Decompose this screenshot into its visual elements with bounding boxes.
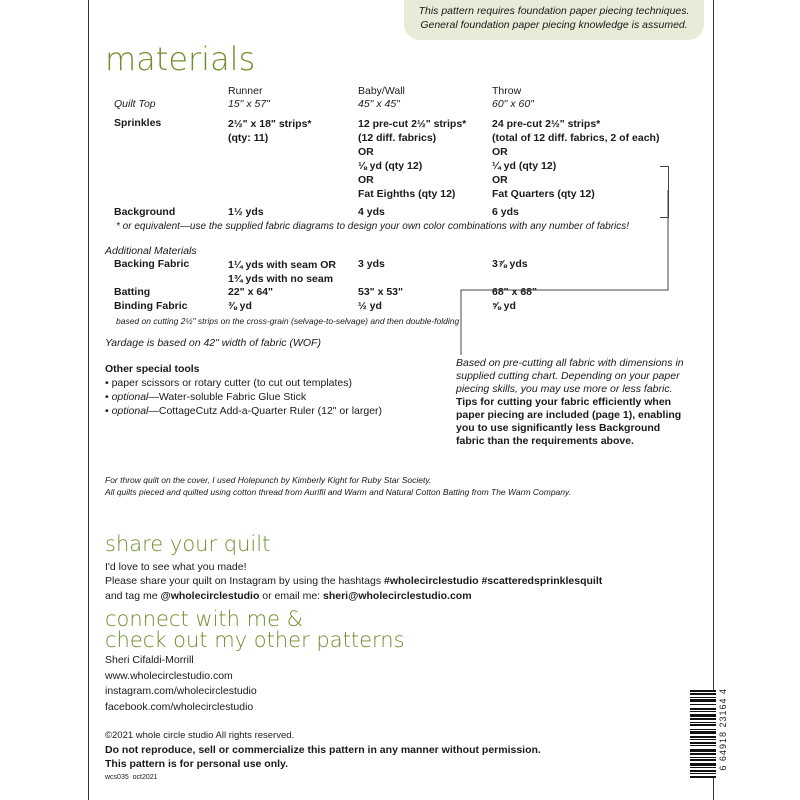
quilt-top-runner: 15" x 57" — [228, 98, 270, 110]
connect-heading — [105, 609, 405, 651]
sprinkles-baby-line: (12 diff. fabrics) — [358, 132, 437, 144]
sprinkles-throw-line: OR — [492, 146, 508, 158]
quilt-top-throw: 60" x 60" — [492, 98, 534, 110]
sprinkles-baby-line: Fat Eighths (qty 12) — [358, 188, 456, 200]
website-link[interactable]: www.wholecirclestudio.com — [105, 669, 233, 682]
instagram-handle: @wholecirclestudio — [160, 590, 260, 602]
materials-heading: materials — [105, 40, 256, 78]
bullet: • — [105, 391, 112, 403]
batting-label: Batting — [114, 286, 151, 298]
backing-baby: 3 yds — [358, 258, 385, 270]
legal-line2: Do not reproduce, sell or commercialize this pattern in any manner without permission. — [105, 744, 541, 756]
pattern-date: oct2021 — [132, 774, 158, 781]
credits-line2: All quilts pieced and quilted using cotton thread from Aurifil and Warm and Natural Cotton Batting from The Warm Company. — [105, 487, 571, 497]
side-note — [456, 357, 684, 448]
background-runner: 1½ yds — [228, 206, 264, 218]
share-text: and tag me — [105, 590, 161, 602]
sprinkles-label: Sprinkles — [114, 117, 162, 129]
tools-heading: Other special tools — [105, 363, 200, 375]
legal-line3: This pattern is for personal use only. — [105, 758, 289, 770]
pattern-code — [105, 774, 158, 781]
background-baby: 4 yds — [358, 206, 385, 218]
sprinkles-throw — [492, 117, 659, 201]
batting-baby: 53" x 53" — [358, 286, 403, 298]
sprinkles-throw-line: OR — [492, 174, 508, 186]
binding-throw: ⅝ yd — [492, 300, 516, 312]
sprinkles-baby-line: OR — [358, 146, 374, 158]
col-throw: Throw — [492, 85, 522, 97]
col-runner: Runner — [228, 85, 263, 97]
connect-heading-line2: check out my other patterns — [105, 628, 405, 652]
background-throw: 6 yds — [492, 206, 519, 218]
copyright: ©2021 whole circle studio All rights reserved. — [105, 730, 295, 741]
backing-runner — [228, 258, 336, 286]
batting-runner: 22" x 64" — [228, 286, 273, 298]
col-baby-wall: Baby/Wall — [358, 85, 405, 97]
backing-runner-line: 1¼ yds with seam OR — [228, 259, 336, 271]
sprinkles-baby-line: ⅛ yd (qty 12) — [358, 160, 423, 172]
designer-name: Sheri Cifaldi-Morrill — [105, 654, 194, 666]
side-note-line: Based on pre-cutting all fabric with dimensions in — [456, 357, 684, 369]
share-line3 — [105, 590, 472, 602]
top-notice-line1: This pattern requires foundation paper piecing techniques. — [418, 5, 690, 17]
binding-runner: ⅜ yd — [228, 300, 252, 312]
contact-list — [105, 653, 257, 715]
background-label: Background — [114, 206, 176, 218]
sprinkles-throw-line: ¼ yd (qty 12) — [492, 160, 557, 172]
side-note-line: piecing skills, you may use more or less fabric. — [456, 383, 673, 395]
share-text: or email me: — [259, 590, 323, 602]
connector-line — [455, 190, 675, 360]
backing-label: Backing Fabric — [114, 258, 190, 270]
facebook-link[interactable]: facebook.com/wholecirclestudio — [105, 700, 254, 713]
bullet: • — [105, 405, 112, 417]
sprinkles-throw-line: 24 pre-cut 2½" strips* — [492, 118, 601, 130]
yardage-note: Yardage is based on 42" width of fabric (WOF) — [105, 337, 321, 349]
top-notice — [404, 0, 704, 40]
binding-note: based on cutting 2½" strips on the cross-grain (selvage-to-selvage) and then double-folding — [116, 316, 460, 326]
instagram-link[interactable]: instagram.com/wholecirclestudio — [105, 685, 257, 697]
barcode — [690, 690, 716, 796]
quilt-top-baby: 45" x 45" — [358, 98, 400, 110]
barcode-number: 6 64918 23164 4 — [718, 688, 728, 771]
tools-item-scissors: • paper scissors or rotary cutter (to cut out templates) — [105, 377, 353, 389]
hashtags: #wholecirclestudio #scatteredsprinklesquilt — [384, 575, 603, 587]
tools-item-ruler — [105, 405, 382, 417]
optional-label: optional — [111, 391, 149, 403]
tools-item-glue — [105, 391, 306, 403]
share-heading: share your quilt — [105, 532, 271, 556]
binding-label: Binding Fabric — [114, 300, 188, 312]
side-note-line: supplied cutting chart. Depending on your paper — [456, 370, 680, 382]
quilt-top-label: Quilt Top — [114, 98, 156, 110]
sprinkles-runner-line: (qty: 11) — [228, 132, 269, 144]
top-notice-line2: General foundation paper piecing knowledge is assumed. — [420, 19, 688, 31]
tools-item-text: —Water-soluble Fabric Glue Stick — [148, 391, 307, 403]
sprinkles-throw-line: Fat Quarters (qty 12) — [492, 188, 595, 200]
binding-baby: ½ yd — [358, 300, 382, 312]
additional-materials-label: Additional Materials — [105, 245, 197, 257]
pattern-code-text: wcs035 — [105, 774, 129, 781]
optional-label: optional — [111, 405, 149, 417]
connect-heading-line1: connect with me & — [105, 607, 304, 631]
sprinkles-baby-line: OR — [358, 174, 374, 186]
sprinkles-baby — [358, 117, 466, 201]
side-note-line: Tips for cutting your fabric efficiently when — [456, 396, 672, 408]
share-text: Please share your quilt on Instagram by using the hashtags — [105, 575, 384, 587]
side-note-line: paper piecing are included (page 1), enabling — [456, 409, 682, 421]
sprinkles-throw-line: (total of 12 diff. fabrics, 2 of each) — [492, 132, 660, 144]
sprinkles-runner — [228, 117, 312, 145]
tools-item-text: —CottageCutz Add-a-Quarter Ruler (12" or larger) — [148, 405, 383, 417]
materials-footnote: * or equivalent—use the supplied fabric diagrams to design your own color combinations with any number of fabrics! — [116, 221, 630, 232]
sprinkles-runner-line: 2½" x 18" strips* — [228, 118, 312, 130]
side-note-line: you to use significantly less Background — [456, 422, 661, 434]
share-line1: I'd love to see what you made! — [105, 561, 247, 573]
backing-throw: 3⅞ yds — [492, 258, 528, 270]
email-address: sheri@wholecirclestudio.com — [323, 590, 472, 602]
batting-throw: 68" x 68" — [492, 286, 537, 298]
share-line2 — [105, 575, 602, 587]
sprinkles-baby-line: 12 pre-cut 2½" strips* — [358, 118, 467, 130]
side-note-line: fabric than the requirements above. — [456, 435, 634, 447]
backing-runner-line: 1¾ yds with no seam — [228, 273, 334, 285]
credits-line1: For throw quilt on the cover, I used Holepunch by Kimberly Kight for Ruby Star Society. — [105, 475, 432, 485]
